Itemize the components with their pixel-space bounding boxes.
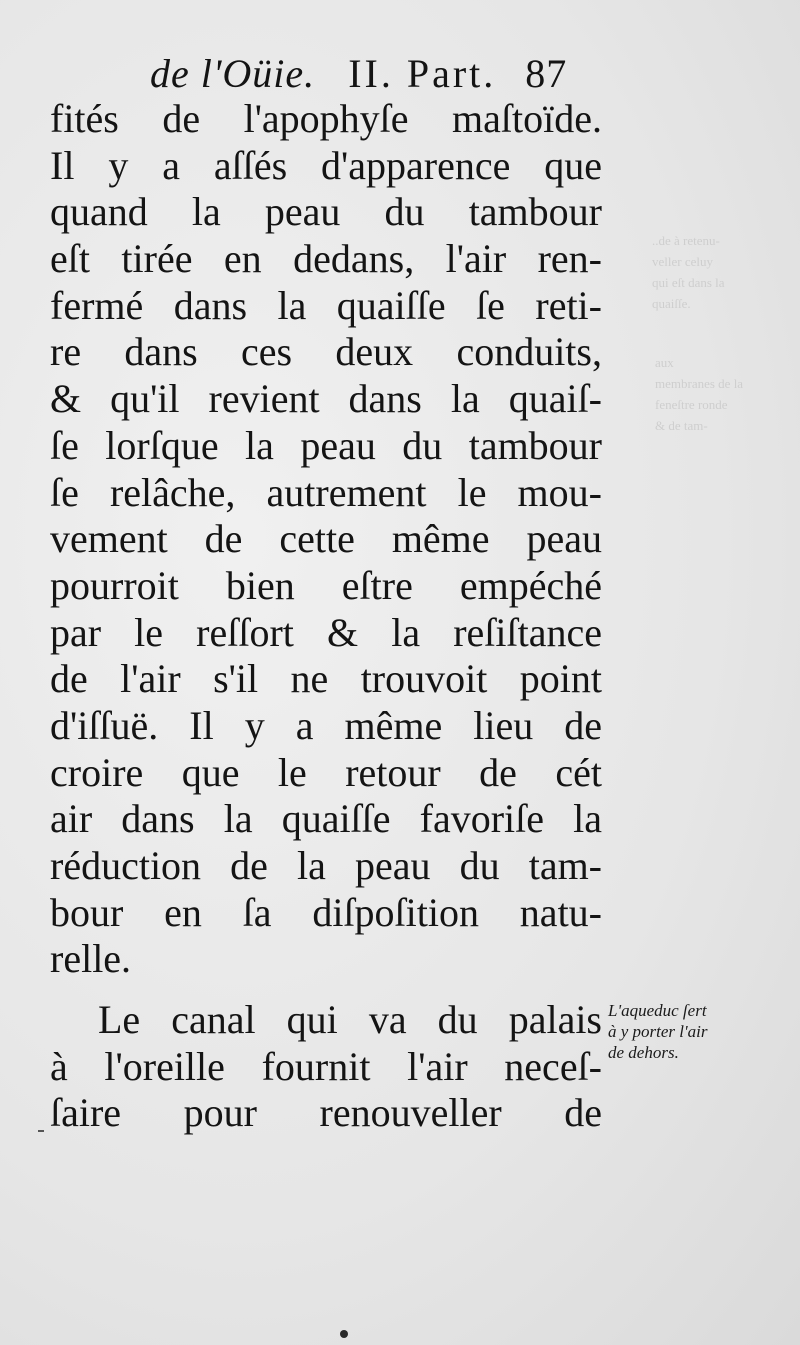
ink-mark <box>38 1130 44 1132</box>
text-line: ſe lorſque la peau du tambour <box>50 422 602 468</box>
bleed-through-text-upper: ..de à retenu- veller celuy qui eſt dans la quaiſſe. <box>652 233 725 311</box>
text-line: eſt tirée en dedans, l'air ren- <box>50 236 602 282</box>
text-line: Le canal qui va du palais <box>98 997 602 1043</box>
bleed-through-text-lower: aux membranes de la feneſtre ronde & de tam- <box>655 355 744 433</box>
margin-note <box>608 1000 788 1063</box>
text-line: air dans la quaiſſe favoriſe la <box>50 796 602 842</box>
body-text <box>50 96 602 1137</box>
part-label: II. Part. <box>348 51 497 96</box>
text-line: ſaire pour renouveller de <box>50 1090 602 1136</box>
margin-note-line: L'aqueduc ſert <box>608 1001 707 1020</box>
text-line: fermé dans la quaiſſe ſe reti- <box>50 282 602 328</box>
running-header <box>150 50 567 97</box>
text-line: ſe relâche, autrement le mou- <box>50 469 602 515</box>
running-title: de l'Oüie. <box>150 51 316 96</box>
margin-note-line: de dehors. <box>608 1043 679 1062</box>
text-line: croire que le retour de cét <box>50 749 602 795</box>
text-line: réduction de la peau du tam- <box>50 843 602 888</box>
text-line: & qu'il revient dans la quaiſ- <box>50 376 602 422</box>
margin-note-line: à y porter l'air <box>608 1022 708 1041</box>
text-line: relle. <box>50 936 132 982</box>
text-line: fités de l'apophyſe maſtoïde. <box>50 96 602 141</box>
text-line: d'iſſuë. Il y a même lieu de <box>50 702 602 748</box>
text-line: pourroit bien eſtre empéché <box>50 562 602 608</box>
text-line: de l'air s'il ne trouvoit point <box>50 656 602 702</box>
text-line: bour en ſa diſpoſition natu- <box>50 889 602 935</box>
text-line: quand la peau du tambour <box>50 189 602 235</box>
ink-dot <box>340 1330 348 1338</box>
page-number: 87 <box>525 51 568 96</box>
text-line: à l'oreille fournit l'air neceſ- <box>50 1043 602 1089</box>
text-line: par le reſſort & la reſiſtance <box>50 609 602 655</box>
text-line: re dans ces deux conduits, <box>50 329 602 375</box>
text-line: Il y a aſſés d'apparence que <box>50 142 602 188</box>
text-line: vement de cette même peau <box>50 516 602 562</box>
paragraph-gap <box>50 983 602 997</box>
